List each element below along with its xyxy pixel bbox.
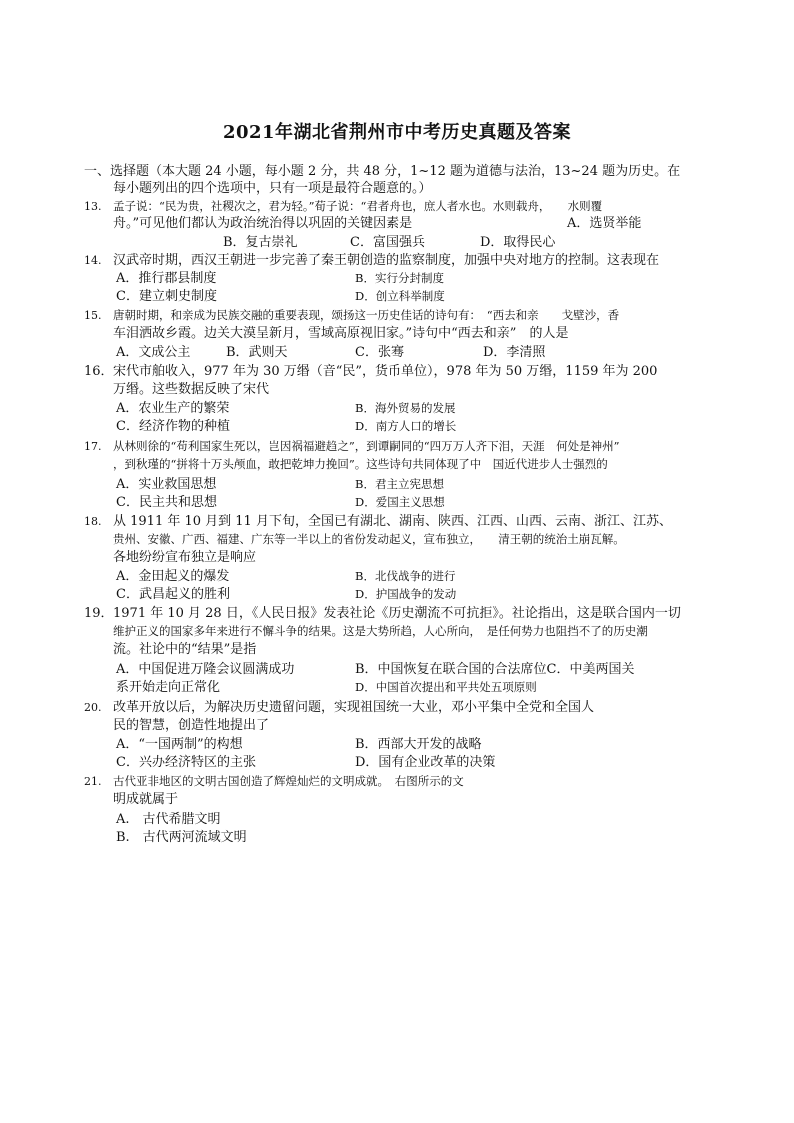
question-number: 20. [84,701,102,714]
q17-option-b: B．君主立宪思想 [355,477,444,491]
section-instructions-line2: 每小题列出的四个选项中，只有一项是最符合题意的。） [113,181,432,196]
q18-option-d: D．护国战争的发动 [355,587,457,601]
question-number: 13. [84,200,102,213]
q19-stem-line2: 维护正义的国家多年来进行不懈斗争的结果。这是大势所趋，人心所向， 是任何势力也阻挡不了的历史潮 [113,624,648,638]
q16-option-b: B．海外贸易的发展 [355,401,456,415]
question-number: 21. [84,775,102,788]
q17-stem-line2: ，到秋瑾的“拼将十万头颅血，敢把乾坤力挽回”。这些诗句共同体现了中 国近代进步人士强烈的 [113,457,608,471]
q16-option-d: D．南方人口的增长 [355,419,457,433]
q19-stem-line3: 流。社论中的“结果”是指 [113,642,257,657]
question-number: 15. [84,309,102,322]
q14-option-d: D．创立科举制度 [355,289,445,303]
q19-option-b: B．中国恢复在联合国的合法席位C．中美两国关 [355,662,635,677]
q17-option-c: C．民主共和思想 [116,495,217,510]
q21-option-a: A. 古代希腊文明 [116,812,221,827]
q20-option-c: C．兴办经济特区的主张 [116,755,256,770]
q15-option-a: A．文成公主 [116,345,191,360]
question-number: 19． [84,606,114,621]
q14-option-c: C．建立刺史制度 [116,289,217,304]
q20-stem-line2: 民的智慧，创造性地提出了 [113,718,270,733]
q17-option-d: D．爱国主义思想 [355,495,445,509]
q21-stem-line2: 明成就属于 [113,792,179,807]
q18-stem-line1: 从 1911 年 10 月到 11 月下旬，全国已有湖北、湖南、陕西、江西、山西、云南、浙江、江苏、 [113,514,672,529]
question-number: 17. [84,440,102,453]
question-number: 18. [84,515,102,528]
q16-stem-line2: 万缗。这些数据反映了宋代 [113,382,270,397]
section-instructions-line1: 一、选择题（本大题 24 小题，每小题 2 分，共 48 分，1~12 题为道德与法治，13~24 题为历史。在 [84,164,681,179]
q14-stem-line1: 汉武帝时期，西汉王朝进一步完善了秦王朝创造的监察制度，加强中央对地方的控制。这表现在 [113,253,660,268]
q14-option-b: B．实行分封制度 [355,271,444,285]
q18-stem-line2: 贵州、安徽、广西、福建、广东等一半以上的省份发动起义，宣布独立， 清王朝的统治土崩瓦解。 [113,532,625,546]
q17-option-a: A．实业救国思想 [116,477,217,492]
q16-option-a: A．农业生产的繁荣 [116,401,230,416]
q13-option-d: D．取得民心 [480,235,556,250]
q18-option-c: C．武昌起义的胜利 [116,587,230,602]
q13-stem-line1: 孟子说：“民为贵，社稷次之，君为轻。”荀子说：“君者舟也，庶人者水也。水则载舟， 水则覆 [113,199,603,213]
q19-option-a: A．中国促进万隆会议圆满成功 [116,662,295,677]
q13-stem-line2: 舟。”可见他们都认为政治统治得以巩固的关键因素是 [113,216,413,231]
q17-stem-line1: 从林则徐的“苟利国家生死以，岂因祸福避趋之”，到谭嗣同的“四万万人齐下泪，天涯 何处是神州” [113,439,620,453]
q19-option-c-continued: 系开始走向正常化 [116,680,221,695]
q15-stem-line1: 唐朝时期，和亲成为民族交融的重要表现，颂扬这一历史佳话的诗句有： “西去和亲 戈壁沙，香 [113,308,620,322]
question-number: 14. [84,254,102,267]
q13-option-c: C．富国强兵 [350,235,425,250]
q19-option-d: D．中国首次提出和平共处五项原则 [355,680,537,694]
page-title: 2021年湖北省荆州市中考历史真题及答案 [222,122,572,143]
q15-option-c: C．张骞 [355,345,404,360]
q20-stem-line1: 改革开放以后，为解决历史遗留问题，实现祖国统一大业，邓小平集中全党和全国人 [113,700,595,715]
q16-stem-line1: 宋代市舶收入，977 年为 30 万缗（音“民”，货币单位），978 年为 50 万缗，1159 年为 200 [113,364,658,379]
q20-option-d: D．国有企业改革的决策 [355,755,496,770]
q15-option-d: D．李清照 [483,345,546,360]
q18-option-a: A．金田起义的爆发 [116,569,230,584]
q18-stem-line3: 各地纷纷宣布独立是响应 [113,550,257,565]
q20-option-b: B．西部大开发的战略 [355,737,482,752]
q18-option-b: B．北伐战争的进行 [355,569,456,583]
q21-option-b: B. 古代两河流域文明 [116,830,247,845]
question-number: 16． [84,364,114,379]
q15-option-b: B．武则天 [226,345,288,360]
q16-option-c: C．经济作物的种植 [116,419,230,434]
q14-option-a: A．推行郡县制度 [116,271,217,286]
q20-option-a: A．“一国两制”的构想 [116,737,243,752]
q13-option-b: B．复古崇礼 [223,235,298,250]
q15-stem-line2: 车泪洒故乡霞。边关大漠呈新月，雪域高原视旧家。”诗句中“西去和亲” 的人是 [113,326,569,341]
q13-option-a: A．选贤举能 [567,216,642,231]
q19-stem-line1: 1971 年 10 月 28 日，《人民日报》发表社论《历史潮流不可抗拒》。社论指出，这是联合国内一切 [113,606,681,621]
q21-stem-line1: 古代亚非地区的文明古国创造了辉煌灿烂的文明成就。 右图所示的文 [113,774,464,788]
